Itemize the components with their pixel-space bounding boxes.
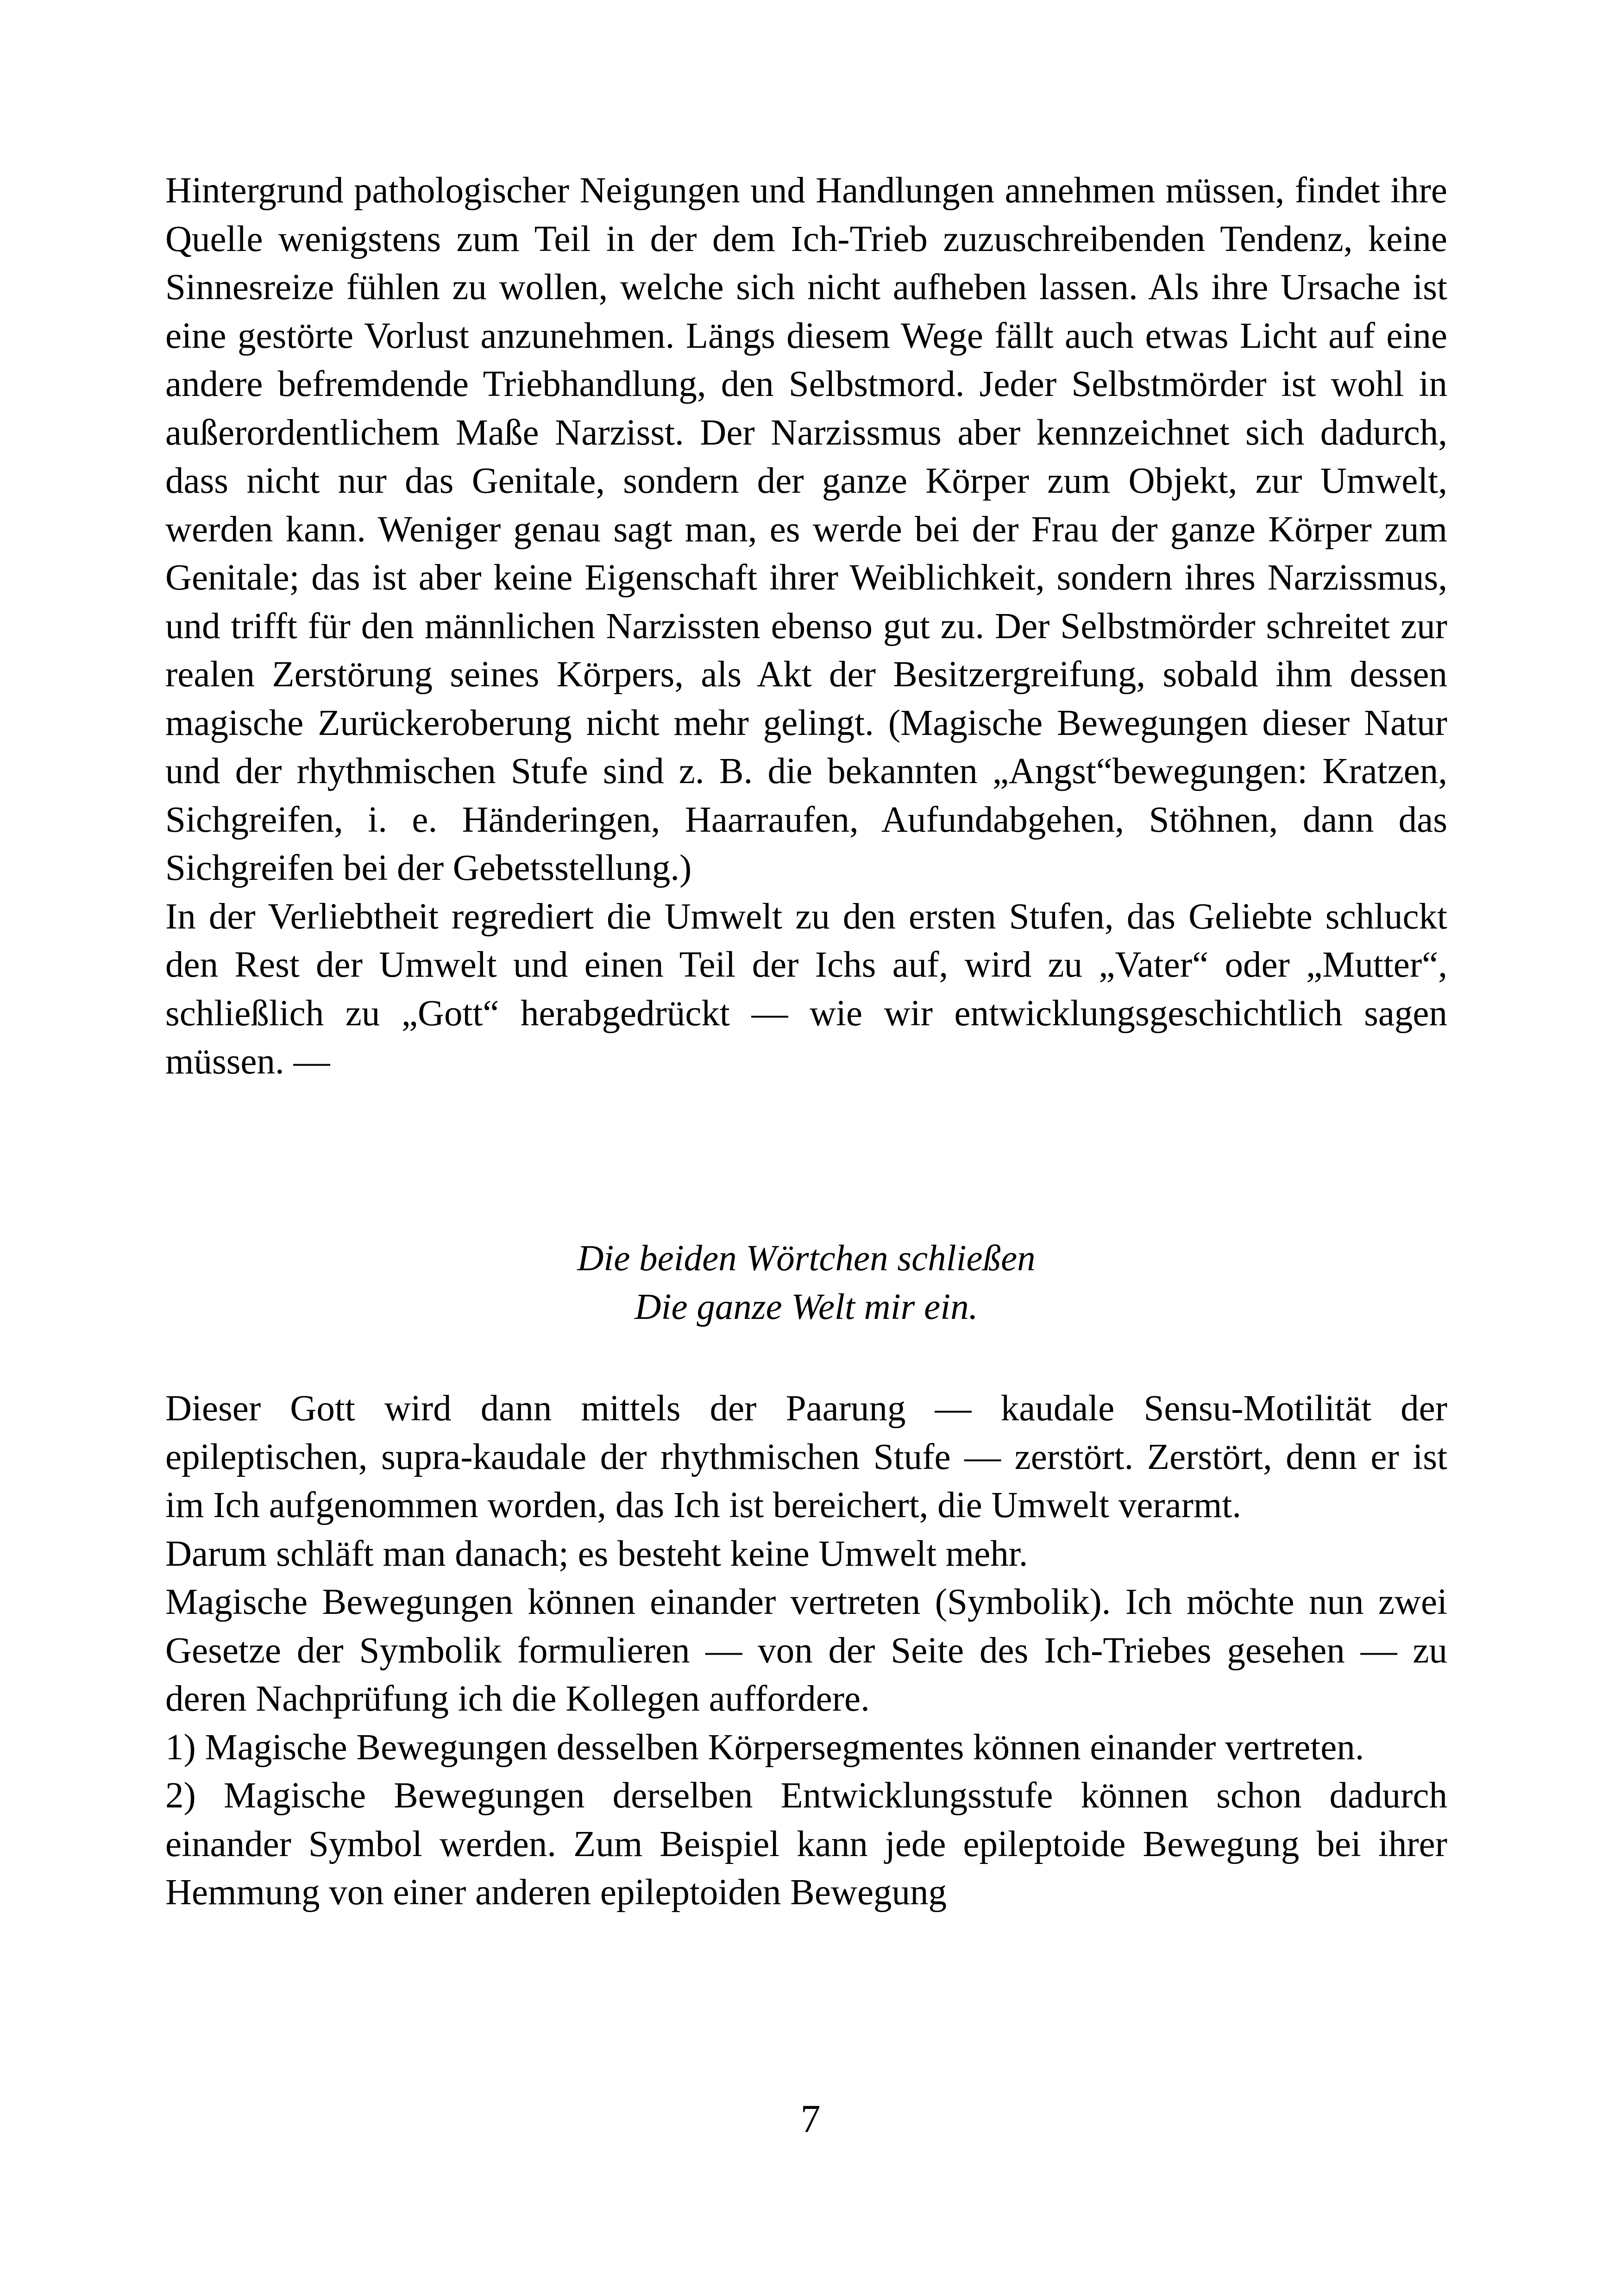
poem-quote bbox=[165, 1235, 1447, 1331]
paragraph: Darum schläft man danach; es besteht keine Umwelt mehr. bbox=[165, 1533, 1028, 1574]
paragraph: In der Verliebtheit regrediert die Umwelt zu den ersten Stufen, das Geliebte schluckt den Rest der Umwelt und einen Teil der Ichs auf, wird zu „Vater“ oder „Mutter“, schließlich zu „Gott“ herabgedrückt — wie wir entwicklungsgeschichtlich sagen müssen. — bbox=[165, 896, 1447, 1082]
page-number: 7 bbox=[800, 2096, 821, 2141]
paragraph: Magische Bewegungen können einander vertreten (Symbolik). Ich möchte nun zwei Gesetze der Symbolik formulieren — von der Seite des Ich-Triebes gesehen — zu deren Nachprüfung ich die Kollegen auffordere. bbox=[165, 1582, 1447, 1719]
paragraph: 1) Magische Bewegungen desselben Körpersegmentes können einander vertreten. bbox=[165, 1727, 1364, 1768]
poem-line: Die beiden Wörtchen schließen bbox=[577, 1238, 1036, 1279]
paragraph: Hintergrund pathologischer Neigungen und Handlungen annehmen müssen, findet ihre Quelle wenigstens zum Teil in der dem Ich-Trieb zuzuschreibenden Tendenz, keine Sinnesreize fühlen zu wollen, welche sich nicht aufheben lassen. Als ihre Ursache ist eine gestörte Vorlust anzunehmen. Längs diesem Wege fällt auch etwas Licht auf eine andere befremdende Triebhandlung, den Selbstmord. Jeder Selbstmörder ist wohl in außerordentlichem Maße Narzisst. Der Narzissmus aber kennzeichnet sich dadurch, dass nicht nur das Genitale, sondern der ganze Körper zum Objekt, zur Umwelt, werden kann. Weniger genau sagt man, es werde bei der Frau der ganze Körper zum Genitale; das ist aber keine Eigenschaft ihrer Weiblichkeit, sondern ihres Narzissmus, und trifft für den männlichen Narzissten ebenso gut zu. Der Selbstmörder schreitet zur realen Zerstörung seines Körpers, als Akt der Besitzergreifung, sobald ihm dessen magische Zurückeroberung nicht mehr gelingt. (Magische Bewegungen dieser Natur und der rhythmischen Stufe sind z. B. die bekannten „Angst“bewegungen: Kratzen, Sichgreifen, i. e. Händeringen, Haarraufen, Aufundabgehen, Stöhnen, dann das Sichgreifen bei der Gebetsstellung.) bbox=[165, 170, 1447, 888]
paragraph: Dieser Gott wird dann mittels der Paarung — kaudale Sensu-Motilität der epileptischen, supra-kaudale der rhythmischen Stufe — zerstört. Zerstört, denn er ist im Ich aufgenommen worden, das Ich ist bereichert, die Umwelt verarmt. bbox=[165, 1388, 1447, 1525]
body-text-top bbox=[165, 167, 1447, 1086]
paragraph: 2) Magische Bewegungen derselben Entwicklungsstufe können schon dadurch einander Symbol werden. Zum Beispiel kann jede epileptoide Bewegung bei ihrer Hemmung von einer anderen epileptoiden Bewegung bbox=[165, 1775, 1447, 1913]
body-text-bottom bbox=[165, 1385, 1447, 1917]
poem-line: Die ganze Welt mir ein. bbox=[635, 1286, 978, 1327]
